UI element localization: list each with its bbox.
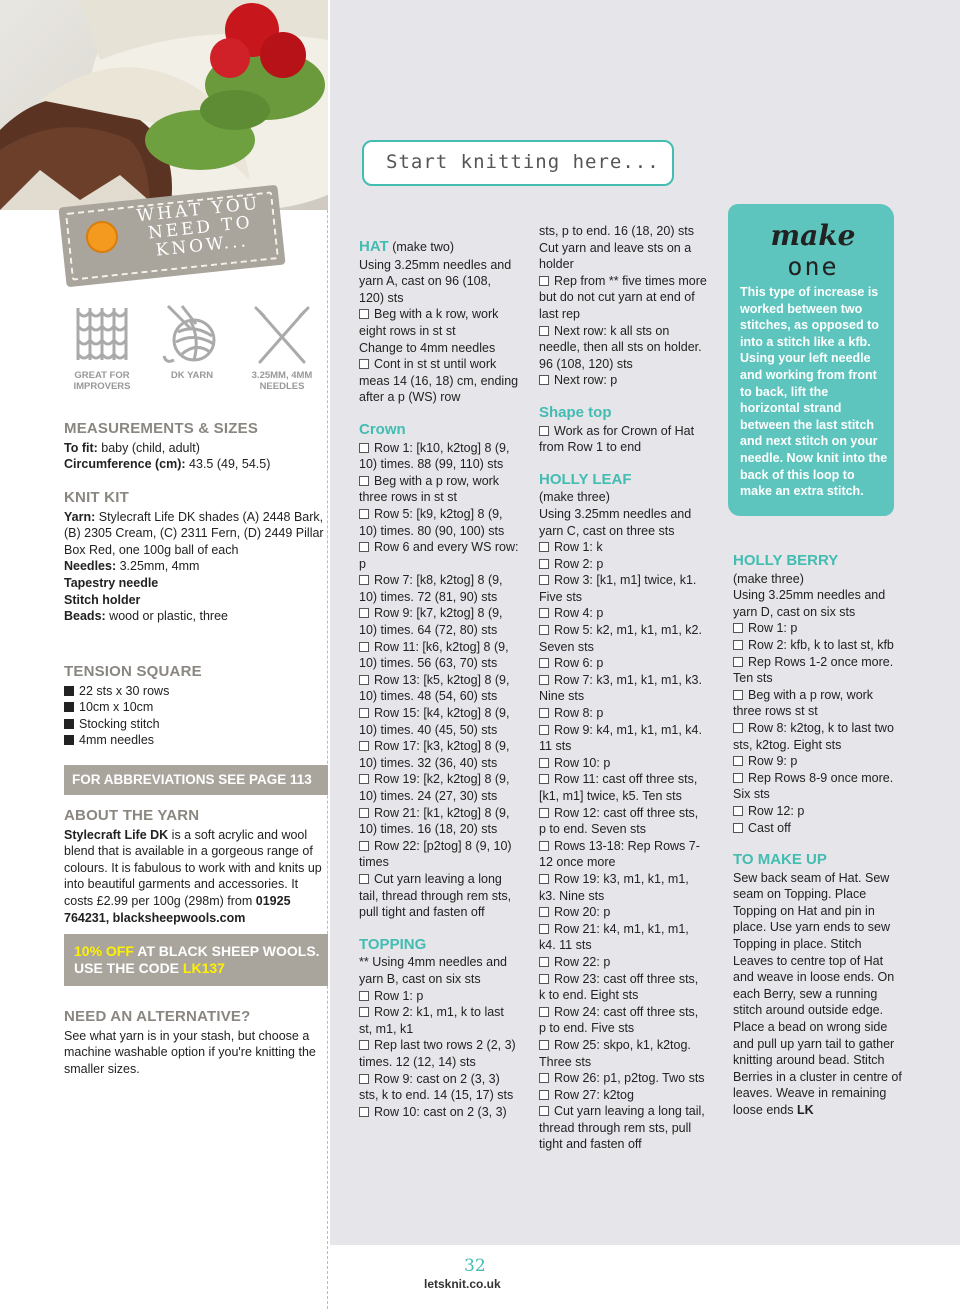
icon-block-improvers — [62, 302, 142, 392]
hat-line: Beg with a k row, work eight rows in st st — [359, 307, 499, 338]
checkbox[interactable] — [359, 1007, 369, 1017]
checkbox[interactable] — [539, 1090, 549, 1100]
checkbox[interactable] — [359, 575, 369, 585]
tapestry-line: Tapestry needle — [64, 575, 159, 590]
checkbox[interactable] — [539, 841, 549, 851]
checkbox[interactable] — [733, 823, 743, 833]
checkbox[interactable] — [359, 1107, 369, 1117]
pattern-row: Row 5: [k9, k2tog] 8 (9, 10) times. 80 (90, 100) sts — [359, 506, 505, 538]
checkbox[interactable] — [539, 675, 549, 685]
abbreviations-bar: FOR ABBREVIATIONS SEE PAGE 113 — [64, 765, 328, 795]
checkbox[interactable] — [733, 623, 743, 633]
checkbox[interactable] — [539, 1106, 549, 1116]
pattern-row: Row 1: p — [359, 988, 519, 1005]
pattern-row: Row 23: cast off three sts, k to end. Eight sts — [539, 971, 699, 1003]
checkbox[interactable] — [733, 723, 743, 733]
pattern-row: Rep last two rows 2 (2, 3) times. 12 (12, 14) sts — [359, 1038, 516, 1069]
checkbox[interactable] — [539, 542, 549, 552]
tension-item: 10cm x 10cm — [64, 699, 324, 716]
checkbox[interactable] — [359, 476, 369, 486]
pudding-hat-image — [0, 0, 328, 210]
hat-line: Using 3.25mm needles and yarn A, cast on 96 (108, 120) sts — [359, 257, 512, 305]
beads-line: Beads: wood or plastic, three — [64, 609, 228, 624]
checkbox[interactable] — [359, 443, 369, 453]
pattern-row: Rep Rows 8-9 once more. Six sts — [733, 770, 894, 802]
sidebar — [0, 0, 328, 1309]
pattern-row: Cut yarn leaving a long tail, thread through rem sts, pull tight and fasten off — [359, 871, 512, 920]
checkbox[interactable] — [539, 957, 549, 967]
discount-promo: 10% OFF AT BLACK SHEEP WOOLS. USE THE CODE LK137 — [64, 934, 328, 986]
checkbox[interactable] — [733, 657, 743, 667]
checkbox[interactable] — [539, 625, 549, 635]
measurements-heading: MEASUREMENTS & SIZES — [64, 420, 259, 437]
checkbox[interactable] — [359, 774, 369, 784]
hat-heading: HAT (make two) — [359, 238, 455, 255]
checkbox[interactable] — [539, 1007, 549, 1017]
knit-kit-section — [64, 490, 324, 625]
pattern-row: Row 22: p — [539, 954, 707, 971]
crown-heading: Crown — [359, 420, 406, 438]
hat-line: Change to 4mm needles — [359, 340, 496, 355]
tension-item: 4mm needles — [64, 732, 324, 749]
measurements-section — [64, 421, 324, 473]
topping-continued: sts, p to end. 16 (18, 20) sts — [539, 224, 694, 238]
checkbox[interactable] — [359, 708, 369, 718]
tension-heading: TENSION SQUARE — [64, 663, 202, 680]
pattern-row: Row 8: p — [539, 705, 707, 722]
holly-leaf-note: (make three) — [539, 490, 610, 505]
checkbox[interactable] — [539, 924, 549, 934]
pudding-hat-photo — [0, 0, 328, 210]
pattern-row: Row 4: p — [539, 605, 707, 622]
website-url: letsknit.co.uk — [424, 1277, 501, 1291]
pattern-row: Row 20: p — [539, 904, 707, 921]
pattern-row: Row 26: p1, p2tog. Two sts — [539, 1070, 707, 1087]
pattern-row: Row 24: cast off three sts, p to end. Five sts — [539, 1004, 699, 1036]
banner-text: Start knitting here... — [386, 151, 660, 173]
holly-leaf-rows — [539, 539, 707, 1153]
icon-block-yarn — [152, 302, 232, 381]
topping-continued-plain: Cut yarn and leave sts on a holder — [539, 240, 692, 272]
checkbox[interactable] — [359, 808, 369, 818]
about-yarn-section — [64, 808, 324, 926]
about-yarn-heading: ABOUT THE YARN — [64, 807, 200, 824]
topping-heading: TOPPING — [359, 935, 427, 953]
yarn-line: Yarn: Stylecraft Life DK shades (A) 2448 Bark, (B) 2305 Cream, (C) 2311 Fern, (D) 2449 Pillar Box Red, one 100g ball of each — [64, 509, 324, 557]
holly-berry-note: (make three) — [733, 571, 804, 586]
pattern-row: Row 6 and every WS row: p — [359, 540, 519, 571]
checkbox[interactable] — [359, 1074, 369, 1084]
checkbox[interactable] — [539, 808, 549, 818]
pattern-row: Row 19: k3, m1, k1, m1, k3. Nine sts — [539, 871, 689, 903]
icon-caption-improvers: GREAT FOR IMPROVERS — [73, 370, 131, 392]
pattern-row: Beg with a p row, work three rows st st — [733, 687, 874, 719]
make-up-text: Sew back seam of Hat. Sew seam on Topping. Place Topping on Hat and pin in place. Use yarn ends to sew Topping in place. Stitch Leaves to centre top of Hat and weave in loose ends. On each Berry, sew a running stitch around outside edge. Place a bead on wrong side and pull up yarn tail to gather knitting around bead. Stitch Berries in a cluster in centre of leaves. Weave in remaining loose ends LK — [733, 870, 902, 1117]
pattern-row: Row 9: k4, m1, k1, m1, k4. 11 sts — [539, 722, 702, 754]
needles-line: Needles: 3.25mm, 4mm — [64, 559, 200, 574]
checkbox[interactable] — [539, 974, 549, 984]
pattern-row: Row 11: [k6, k2tog] 8 (9, 10) times. 56 (63, 70) sts — [359, 639, 509, 671]
pattern-row: Beg with a p row, work three rows in st st — [359, 473, 500, 505]
pattern-row: Row 1: [k10, k2tog] 8 (9, 10) times. 88 (99, 110) sts — [359, 440, 510, 472]
pattern-row: Row 8: k2tog, k to last two sts, k2tog. Eight sts — [733, 720, 894, 752]
pattern-row: Row 17: [k3, k2tog] 8 (9, 10) times. 32 (36, 40) sts — [359, 739, 510, 770]
checkbox[interactable] — [539, 774, 549, 784]
pattern-column-3 — [733, 553, 903, 1119]
checkbox[interactable] — [539, 658, 549, 668]
icon-caption-needles: 3.25MM, 4MM NEEDLES — [251, 370, 313, 392]
pattern-row: Row 1: p — [733, 620, 903, 637]
pattern-row: Row 21: [k1, k2tog] 8 (9, 10) times. 16 (18, 20) sts — [359, 805, 510, 837]
checkbox[interactable] — [539, 874, 549, 884]
checkbox[interactable] — [359, 608, 369, 618]
checkbox[interactable] — [359, 991, 369, 1001]
pattern-row: Work as for Crown of Hat from Row 1 to end — [539, 423, 695, 455]
holly-berry-rows — [733, 620, 903, 836]
pattern-row: Row 3: [k1, m1] twice, k1. Five sts — [539, 573, 697, 604]
checkbox[interactable] — [539, 276, 549, 286]
pattern-row: Row 9: [k7, k2tog] 8 (9, 10) times. 64 (72, 80) sts — [359, 606, 503, 638]
pattern-row: Row 25: skpo, k1, k2tog. Three sts — [539, 1037, 691, 1069]
pattern-row: Row 1: k — [539, 539, 707, 556]
checkbox[interactable] — [733, 640, 743, 650]
checkbox[interactable] — [359, 359, 369, 369]
checkbox[interactable] — [359, 642, 369, 652]
pattern-row: Row 21: k4, m1, k1, m1, k4. 11 sts — [539, 921, 689, 953]
checkbox[interactable] — [359, 741, 369, 751]
checkbox[interactable] — [539, 725, 549, 735]
checkbox[interactable] — [539, 1040, 549, 1050]
checkbox[interactable] — [359, 841, 369, 851]
alternative-section — [64, 1009, 324, 1077]
pattern-row: Row 2: p — [539, 556, 707, 573]
pattern-row: Row 7: k3, m1, k1, m1, k3. Nine sts — [539, 672, 702, 704]
button-icon — [86, 221, 118, 253]
pattern-row: Row 10: p — [539, 755, 707, 772]
yarn-ball-icon — [160, 302, 224, 366]
pattern-row: Row 2: k1, m1, k to last st, m1, k1 — [359, 1005, 504, 1036]
pattern-row: Row 7: [k8, k2tog] 8 (9, 10) times. 72 (81, 90) sts — [359, 573, 503, 604]
checkbox[interactable] — [539, 575, 549, 585]
alternative-text: See what yarn is in your stash, but choose a machine washable option if you're knitting the smaller sizes. — [64, 1028, 316, 1076]
pattern-row: Rep from ** five times more but do not cut yarn at end of last rep — [539, 273, 707, 321]
pattern-row: Row 12: cast off three sts, p to end. Seven sts — [539, 805, 699, 837]
pattern-column-1 — [359, 239, 519, 1120]
checkbox[interactable] — [539, 559, 549, 569]
checkbox[interactable] — [359, 542, 369, 552]
pattern-row: Rep Rows 1-2 once more. Ten sts — [733, 654, 894, 686]
icon-block-needles — [242, 302, 322, 392]
checkbox[interactable] — [359, 309, 369, 319]
pattern-row: Row 22: [p2tog] 8 (9, 10) times — [359, 838, 512, 870]
pattern-row: Rows 13-18: Rep Rows 7-12 once more — [539, 838, 700, 870]
page-number: 32 — [464, 1256, 486, 1276]
holly-berry-intro: Using 3.25mm needles and yarn D, cast on six sts — [733, 588, 886, 619]
pattern-row: Row 27: k2tog — [539, 1087, 707, 1104]
tension-item: 22 sts x 30 rows — [64, 683, 324, 700]
checkbox[interactable] — [733, 806, 743, 816]
make-one-body: This type of increase is worked between two stitches, as opposed to into a stitch like a kfb. Using your left needle and working from front to back, lift the horizontal strand between the last stitch and next stitch on your needle. Now knit into the back of this loop to make an extra stitch. — [740, 285, 888, 499]
pattern-row: Row 9: cast on 2 (3, 3) sts, k to end. 14 (15, 17) sts — [359, 1071, 514, 1103]
circumference-line: Circumference (cm): 43.5 (49, 54.5) — [64, 457, 271, 472]
tension-item: Stocking stitch — [64, 716, 324, 733]
pattern-row: Row 15: [k4, k2tog] 8 (9, 10) times. 40 (45, 50) sts — [359, 706, 510, 737]
pattern-row: Row 19: [k2, k2tog] 8 (9, 10) times. 24 (27, 30) sts — [359, 772, 510, 803]
crown-rows — [359, 440, 519, 921]
icon-caption-yarn: DK YARN — [170, 370, 214, 381]
badge-label: WHAT YOU NEED TO KNOW... — [135, 193, 262, 261]
pattern-row: Next row: p — [539, 372, 707, 389]
checkbox[interactable] — [359, 509, 369, 519]
pattern-row: Row 12: p — [733, 803, 903, 820]
checkbox[interactable] — [539, 375, 549, 385]
needles-icon — [250, 302, 314, 366]
topping-intro: ** Using 4mm needles and yarn B, cast on six sts — [359, 955, 507, 986]
about-yarn-text: Stylecraft Life DK is a soft acrylic and wool blend that is available in a gorgeous range of colours. It is fabulous to work with and knits up into beautiful garments and accessories. It costs £2.99 per 100g (298m) from 01925 764231, blacksheepwools.com — [64, 827, 322, 925]
pattern-row: Row 2: kfb, k to last st, kfb — [733, 637, 903, 654]
start-knitting-banner — [362, 140, 674, 186]
alternative-heading: NEED AN ALTERNATIVE? — [64, 1008, 251, 1025]
pattern-row: Row 9: p — [733, 753, 903, 770]
checkbox[interactable] — [539, 708, 549, 718]
pattern-row: Cut yarn leaving a long tail, thread through rem sts, pull tight and fasten off — [539, 1104, 705, 1152]
checkbox[interactable] — [733, 773, 743, 783]
pattern-row: Cast off — [733, 820, 903, 837]
checkbox[interactable] — [539, 326, 549, 336]
checkbox[interactable] — [539, 907, 549, 917]
holly-leaf-intro: Using 3.25mm needles and yarn C, cast on three sts — [539, 506, 692, 538]
checkbox[interactable] — [359, 874, 369, 884]
pattern-row: Row 10: cast on 2 (3, 3) — [359, 1104, 519, 1121]
checkbox[interactable] — [733, 690, 743, 700]
topping-continued-rows — [539, 273, 707, 389]
checkbox[interactable] — [539, 608, 549, 618]
pattern-row: Row 11: cast off three sts, [k1, m1] twice, k5. Ten sts — [539, 772, 698, 803]
shape-top-rows — [539, 423, 707, 456]
to-fit-line: To fit: baby (child, adult) — [64, 440, 200, 455]
make-one-subtitle: one — [787, 252, 839, 281]
make-up-heading: TO MAKE UP — [733, 851, 827, 869]
topping-rows — [359, 988, 519, 1121]
holder-line: Stitch holder — [64, 592, 141, 607]
knit-kit-heading: KNIT KIT — [64, 489, 129, 506]
holly-berry-heading: HOLLY BERRY — [733, 552, 839, 569]
pattern-row: Next row: k all sts on needle, then all sts on holder. 96 (108, 120) sts — [539, 323, 702, 371]
make-one-tip — [728, 204, 894, 516]
checkbox[interactable] — [733, 756, 743, 766]
hat-line: Cont in st st until work meas 14 (16, 18) cm, ending after a p (WS) row — [359, 357, 519, 405]
checkbox[interactable] — [539, 426, 549, 436]
knit-stitch-icon — [70, 302, 134, 366]
pattern-row: Row 13: [k5, k2tog] 8 (9, 10) times. 48 (54, 60) sts — [359, 672, 510, 704]
checkbox[interactable] — [539, 758, 549, 768]
pattern-row: Row 5: k2, m1, k1, m1, k2. Seven sts — [539, 623, 702, 654]
checkbox[interactable] — [359, 1040, 369, 1050]
make-one-title: make — [770, 219, 856, 252]
pattern-row: Row 6: p — [539, 655, 707, 672]
shape-top-heading: Shape top — [539, 403, 612, 421]
tension-section — [64, 664, 324, 749]
checkbox[interactable] — [539, 1073, 549, 1083]
pattern-column-2 — [539, 223, 707, 1153]
skill-icons — [62, 302, 324, 402]
holly-leaf-heading: HOLLY LEAF — [539, 470, 632, 488]
checkbox[interactable] — [359, 675, 369, 685]
